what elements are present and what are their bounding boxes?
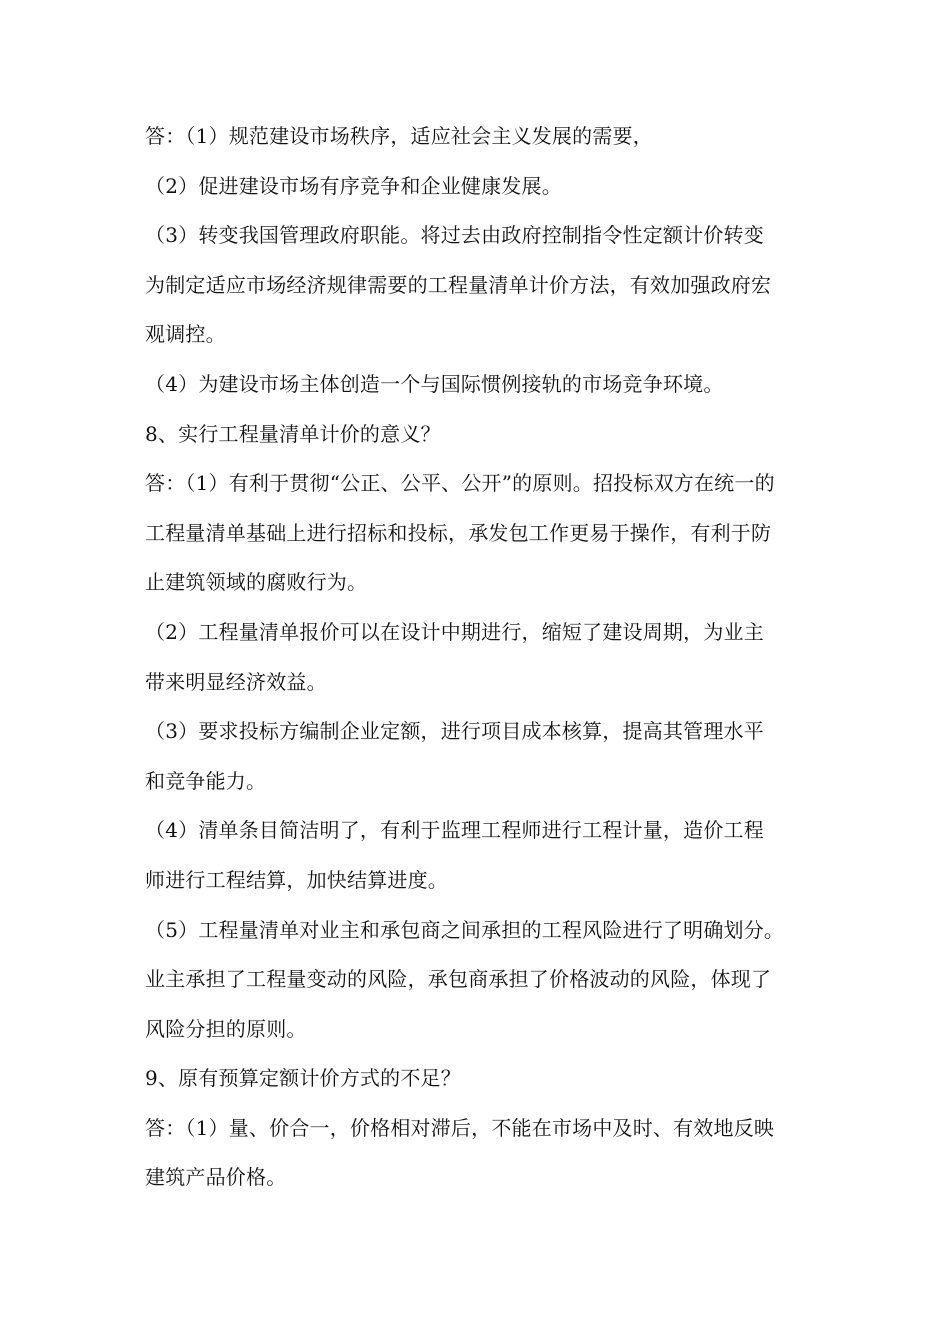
text-line: 工程量清单基础上进行招标和投标，承发包工作更易于操作，有利于防 — [145, 520, 772, 545]
text-line: 答：（1）有利于贯彻“公正、公平、公开”的原则。招投标双方在统一的 — [145, 471, 775, 496]
text-line: 观调控。 — [145, 322, 226, 347]
text-line: 答：（1）规范建设市场秩序，适应社会主义发展的需要， — [145, 124, 653, 148]
document-body — [145, 112, 810, 1203]
question-heading: 8、实行工程量清单计价的意义？ — [145, 421, 441, 446]
text-line: 和竞争能力。 — [145, 768, 267, 793]
question-heading: 9、原有预算定额计价方式的不足？ — [145, 1066, 461, 1091]
text-line: （2）工程量清单报价可以在设计中期进行，缩短了建设周期，为业主 — [145, 619, 764, 644]
text-line: （5）工程量清单对业主和承包商之间承担的工程风险进行了明确划分。 — [145, 917, 785, 942]
text-line: 风险分担的原则。 — [145, 1016, 307, 1041]
text-line: （2）促进建设市场有序竞争和企业健康发展。 — [145, 173, 562, 198]
text-line: （4）为建设市场主体创造一个与国际惯例接轨的市场竞争环境。 — [145, 371, 724, 396]
text-line: 师进行工程结算，加快结算进度。 — [145, 867, 448, 892]
text-line: 答：（1）量、价合一，价格相对滞后，不能在市场中及时、有效地反映 — [145, 1115, 775, 1140]
text-line: 带来明显经济效益。 — [145, 669, 327, 694]
text-line: （3）转变我国管理政府职能。将过去由政府控制指令性定额计价转变 — [145, 223, 764, 248]
text-line: （3）要求投标方编制企业定额，进行项目成本核算，提高其管理水平 — [145, 719, 764, 744]
text-line: 止建筑领域的腐败行为。 — [145, 570, 368, 595]
text-line: （4）清单条目简洁明了，有利于监理工程师进行工程计量，造价工程 — [145, 818, 764, 843]
text-line: 为制定适应市场经济规律需要的工程量清单计价方法，有效加强政府宏 — [145, 272, 772, 297]
text-line: 建筑产品价格。 — [145, 1165, 287, 1190]
text-line: 业主承担了工程量变动的风险，承包商承担了价格波动的风险，体现了 — [145, 967, 772, 992]
